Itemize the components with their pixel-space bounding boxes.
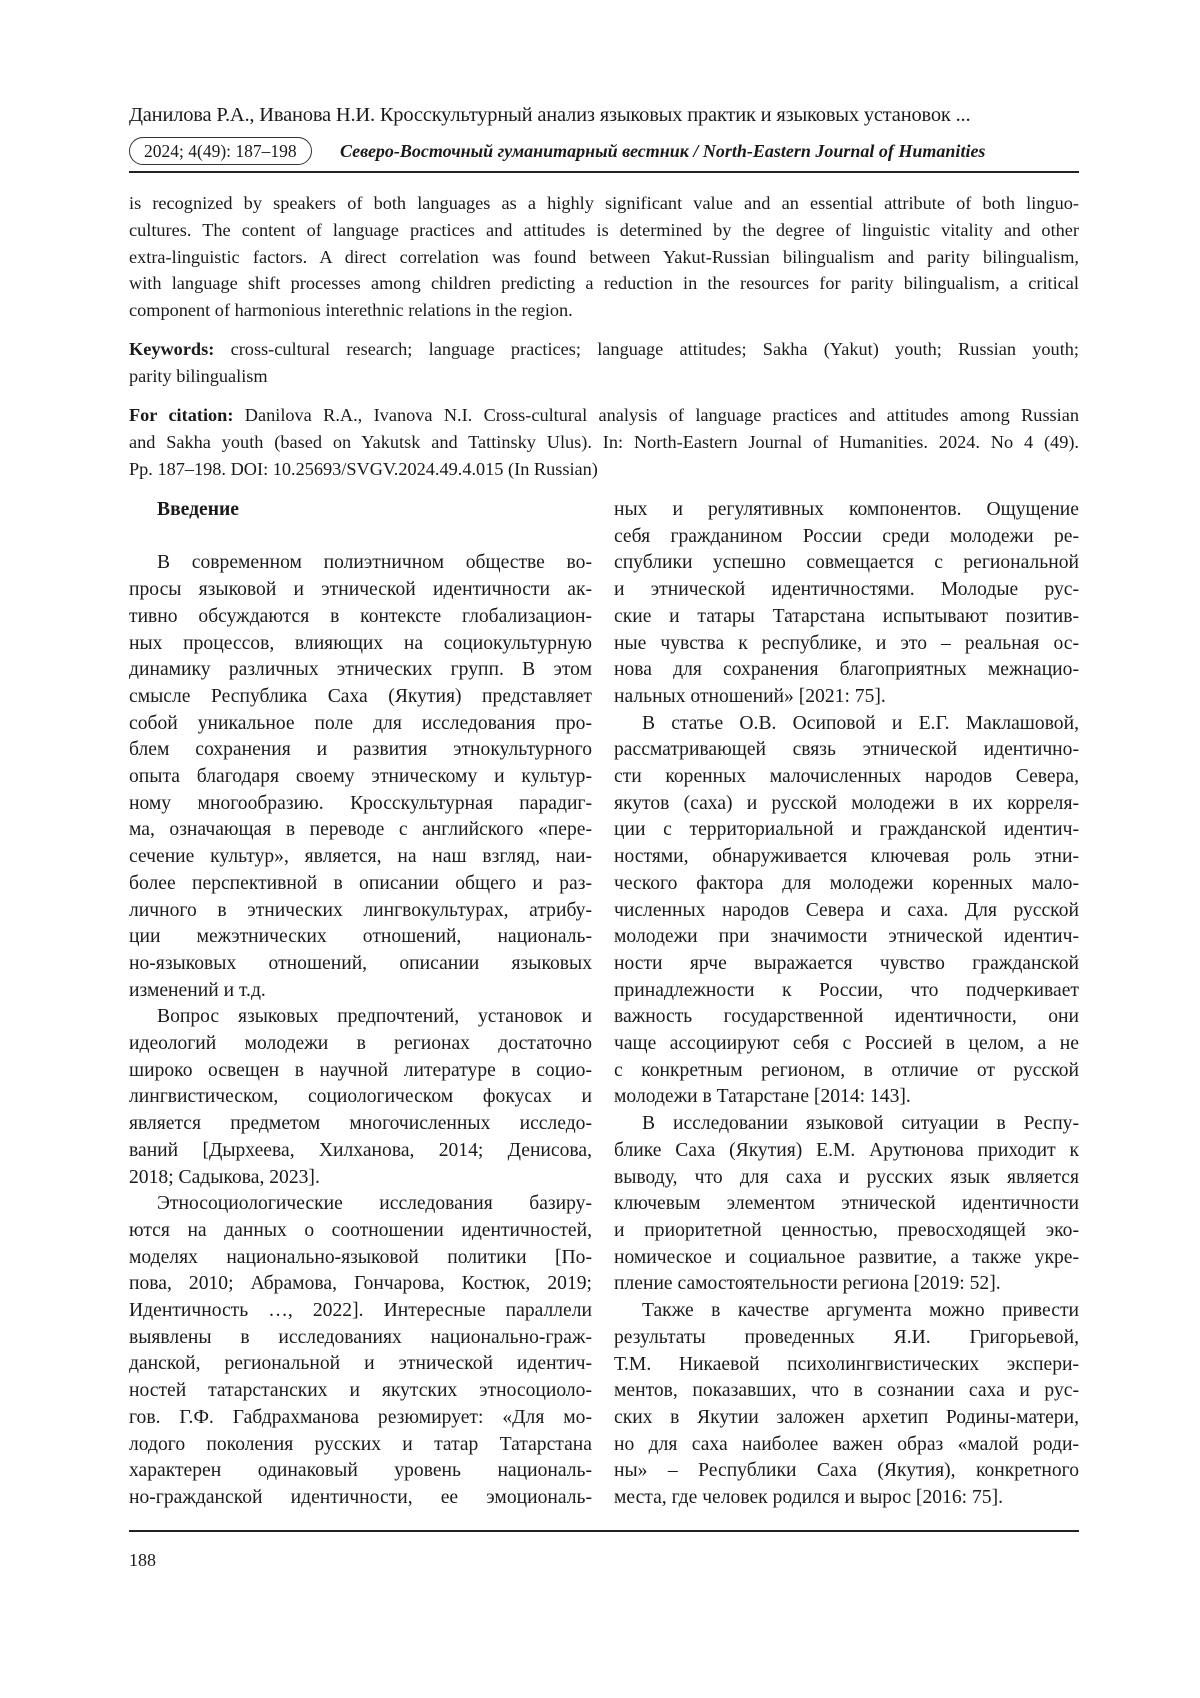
text-line: опыта благодаря своему этническому и культур- bbox=[129, 766, 592, 788]
text-line: ности ярче выражается чувство гражданской bbox=[614, 952, 1079, 974]
text-line: собой уникальное поле для исследования про- bbox=[129, 712, 592, 734]
text-line: себя гражданином России среди молодежи ре- bbox=[614, 525, 1079, 547]
text-line: 2018; Садыкова, 2023]. bbox=[129, 1166, 320, 1188]
text-line: ма, означающая в переводе с английского «пере- bbox=[129, 819, 592, 841]
text-line: пление самостоятельности региона [2019: 52]. bbox=[614, 1273, 1001, 1295]
text-line: чаще ассоциируют себя с Россией в целом, а не bbox=[614, 1033, 1079, 1055]
text-line: личного в этнических лингвокультурах, атрибу- bbox=[129, 899, 592, 921]
abstract-line: extra-linguistic factors. A direct correlation was found between Yakut-Russian bilingualism and parity bilingualism, bbox=[129, 246, 1079, 267]
text-line: номическое и социальное развитие, а также укре- bbox=[614, 1246, 1079, 1268]
text-line: лодого поколения русских и татар Татарстана bbox=[129, 1433, 592, 1455]
abstract-line: cultures. The content of language practices and attitudes is determined by the degree of linguistic vitality and other bbox=[129, 219, 1079, 240]
text-line: сти коренных малочисленных народов Севера, bbox=[614, 766, 1079, 788]
text-line: ностями, обнаруживается ключевая роль этни- bbox=[614, 846, 1079, 868]
text-line: ваний [Дырхеева, Хилханова, 2014; Денисова, bbox=[129, 1139, 592, 1161]
citation-line bbox=[129, 402, 1079, 429]
keywords-label: Keywords: bbox=[129, 339, 215, 359]
text-line: результаты проведенных Я.И. Григорьевой, bbox=[614, 1326, 1079, 1348]
text-line: моделях национально-языковой политики [По- bbox=[129, 1246, 592, 1268]
text-line: блем сохранения и развития этнокультурного bbox=[129, 739, 592, 761]
text-line: ных процессов, влияющих на социокультурную bbox=[129, 632, 592, 654]
paragraph bbox=[614, 1111, 1079, 1298]
text-line: ских в Якутии заложен архетип Родины-матери, bbox=[614, 1406, 1079, 1428]
text-line: но-языковых отношений, описании языковых bbox=[129, 952, 592, 974]
header-divider bbox=[129, 171, 1079, 173]
page-number: 188 bbox=[129, 1550, 156, 1570]
abstract bbox=[129, 190, 1079, 324]
text-line: В современном полиэтничном обществе во- bbox=[157, 552, 592, 574]
text-line: В статье О.В. Осиповой и Е.Г. Маклашовой, bbox=[642, 712, 1079, 734]
keywords-line bbox=[129, 336, 1079, 363]
footer-divider bbox=[129, 1530, 1079, 1532]
text-line: численных народов Севера и саха. Для русской bbox=[614, 899, 1079, 921]
text-line: широко освещен в научной литературе в социо- bbox=[129, 1059, 592, 1081]
paragraph bbox=[614, 497, 1079, 711]
paragraph bbox=[129, 550, 592, 1004]
issue-badge: 2024; 4(49): 187–198 bbox=[129, 137, 312, 165]
text-line: идеологий молодежи в регионах достаточно bbox=[129, 1033, 592, 1055]
citation-line: and Sakha youth (based on Yakutsk and Tattinsky Ulus). In: North-Eastern Journal of Humanities. 2024. No 4 (49). bbox=[129, 431, 1079, 452]
text-line: является предметом многочисленных исследо- bbox=[129, 1113, 592, 1135]
text-line: ции межэтнических отношений, националь- bbox=[129, 926, 592, 948]
text-line: ментов, показавших, что в сознании саха и рус- bbox=[614, 1380, 1079, 1402]
text-line: но-гражданской идентичности, ее эмоциональ- bbox=[129, 1487, 592, 1508]
keywords bbox=[129, 336, 1079, 390]
text-line: Этносоциологические исследования базиру- bbox=[157, 1193, 592, 1215]
text-line: выводу, что для саха и русских язык является bbox=[614, 1166, 1079, 1188]
text-line: ются на данных о соотношении идентичностей, bbox=[129, 1219, 592, 1241]
text-line: рассматривающей связь этнической идентично- bbox=[614, 739, 1079, 761]
text-line: динамику различных этнических групп. В этом bbox=[129, 659, 592, 681]
abstract-line: is recognized by speakers of both languages as a highly significant value and an essential attribute of both linguo- bbox=[129, 193, 1079, 213]
text-line: сечение культур», является, на наш взгляд, наи- bbox=[129, 846, 592, 868]
text-line: якутов (саха) и русской молодежи в их корреля- bbox=[614, 792, 1079, 814]
text-line: Вопрос языковых предпочтений, установок и bbox=[157, 1006, 592, 1028]
text-line: нова для сохранения благоприятных межнацио- bbox=[614, 659, 1079, 681]
text-line: характерен одинаковый уровень националь- bbox=[129, 1460, 592, 1482]
text-line: ных и регулятивных компонентов. Ощущение bbox=[614, 499, 1079, 520]
text-line: ские и татары Татарстана испытывают позитив- bbox=[614, 605, 1079, 627]
text-line: но для саха наиболее важен образ «малой роди- bbox=[614, 1433, 1079, 1455]
text-line: ции с территориальной и гражданской идентич- bbox=[614, 819, 1079, 841]
section-heading: Введение bbox=[157, 499, 239, 520]
left-column bbox=[129, 497, 592, 1512]
paragraph bbox=[614, 1298, 1079, 1512]
paragraph bbox=[614, 711, 1079, 1112]
text-line: и этнической идентичностями. Молодые рус- bbox=[614, 579, 1079, 601]
text-line: Идентичность …, 2022]. Интересные параллели bbox=[129, 1300, 592, 1322]
text-line: с конкретным регионом, в отличие от русской bbox=[614, 1059, 1079, 1081]
text-line: Т.М. Никаевой психолингвистических экспери- bbox=[614, 1353, 1079, 1375]
text-line: пова, 2010; Абрамова, Гончарова, Костюк, 2019; bbox=[129, 1273, 592, 1295]
text-line: ключевым элементом этнической идентичности bbox=[614, 1193, 1079, 1215]
keywords-text: cross-cultural research; language practices; language attitudes; Sakha (Yakut) youth; Russian youth; bbox=[214, 339, 1079, 359]
paragraph bbox=[129, 1191, 592, 1511]
text-line: ностей татарстанских и якутских этносоциоло- bbox=[129, 1380, 592, 1402]
running-title: Данилова Р.А., Иванова Н.И. Кросскультурный анализ языковых практик и языковых установок ... bbox=[129, 104, 971, 126]
text-line: блике Саха (Якутия) Е.М. Арутюнова приходит к bbox=[614, 1139, 1079, 1161]
text-line: В исследовании языковой ситуации в Респу- bbox=[642, 1113, 1079, 1135]
journal-name: Северо-Восточный гуманитарный вестник / North-Eastern Journal of Humanities bbox=[340, 141, 986, 161]
abstract-line: component of harmonious interethnic relations in the region. bbox=[129, 300, 573, 321]
text-line: места, где человек родился и вырос [2016: 75]. bbox=[614, 1487, 1003, 1509]
citation-text: Danilova R.A., Ivanova N.I. Cross-cultural analysis of language practices and attitudes among Russian bbox=[233, 405, 1080, 425]
text-line: более перспективной в описании общего и раз- bbox=[129, 872, 592, 894]
text-line: нальных отношений» [2021: 75]. bbox=[614, 685, 886, 707]
text-line: ные чувства к республике, и это – реальная ос- bbox=[614, 632, 1079, 654]
paragraph bbox=[129, 1004, 592, 1191]
text-line: ны» – Республики Саха (Якутия), конкретного bbox=[614, 1460, 1079, 1482]
text-line: молодежи в Татарстане [2014: 143]. bbox=[614, 1086, 911, 1108]
keywords-line: parity bilingualism bbox=[129, 365, 268, 386]
text-line: ческого фактора для молодежи коренных мало- bbox=[614, 872, 1079, 894]
text-line: Также в качестве аргумента можно привести bbox=[642, 1300, 1079, 1322]
text-line: и приоритетной ценностью, превосходящей эко- bbox=[614, 1219, 1079, 1241]
text-line: выявлены в исследованиях национально-граж- bbox=[129, 1326, 592, 1348]
abstract-line: with language shift processes among children predicting a reduction in the resources for parity bilingualism, a critical bbox=[129, 273, 1079, 294]
text-line: смысле Республика Саха (Якутия) представляет bbox=[129, 685, 592, 707]
text-line: гов. Г.Ф. Габдрахманова резюмирует: «Для мо- bbox=[129, 1406, 592, 1428]
citation-line: Pp. 187–198. DOI: 10.25693/SVGV.2024.49.4.015 (In Russian) bbox=[129, 458, 598, 479]
text-line: просы языковой и этнической идентичности ак- bbox=[129, 579, 592, 601]
text-line: важность государственной идентичности, они bbox=[614, 1006, 1079, 1028]
text-line: молодежи при значимости этнической идентич- bbox=[614, 926, 1079, 948]
text-line: лингвистическом, социологическом фокусах и bbox=[129, 1086, 592, 1108]
text-line: ному многообразию. Кросскультурная парадиг- bbox=[129, 792, 592, 814]
citation bbox=[129, 402, 1079, 482]
text-line: изменений и т.д. bbox=[129, 979, 266, 1001]
text-line: спублики успешно совмещается с региональной bbox=[614, 552, 1079, 574]
citation-label: For citation: bbox=[129, 405, 234, 425]
right-column bbox=[614, 497, 1079, 1512]
text-line: тивно обсуждаются в контексте глобализацион- bbox=[129, 605, 592, 627]
text-line: принадлежности к России, что подчеркивает bbox=[614, 979, 1079, 1001]
text-line: данской, региональной и этнической идентич- bbox=[129, 1353, 592, 1375]
